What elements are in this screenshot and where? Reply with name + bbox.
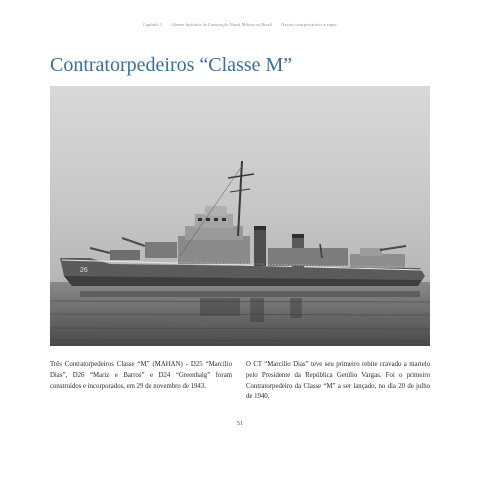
- running-header: [0, 22, 480, 27]
- photo-caption-right: O CT “Marcílio Dias” teve seu primeiro rebite cravado a martelo pelo Presidente da República Getúlio Vargas. Foi o primeiro Contratorpedeiro da Classe “M” a ser lançado, no dia 20 de julho de 1940.: [246, 361, 430, 401]
- page-number: 51: [236, 420, 244, 427]
- header-chapter: Capítulo 1: [143, 22, 163, 27]
- header-subsection: Navios com privativos a vapor: [281, 22, 337, 27]
- header-section: Gênese histórica da Construção Naval Militar no Brasil: [171, 22, 273, 27]
- svg-text:26: 26: [80, 267, 88, 274]
- photo-caption-left: Três Contratorpedeiros Classe “M” (MAHAN) - D25 “Marcílio Dias”, D26 “Mariz e Barros” e D24 “Greenhalg” foram construídos e incorporados, em 29 de novembro de 1943.: [50, 361, 232, 390]
- destroyer-photo-image: [50, 86, 430, 346]
- destroyer-photo: [50, 86, 430, 346]
- page-title: Contratorpedeiros “Classe M”: [50, 54, 293, 76]
